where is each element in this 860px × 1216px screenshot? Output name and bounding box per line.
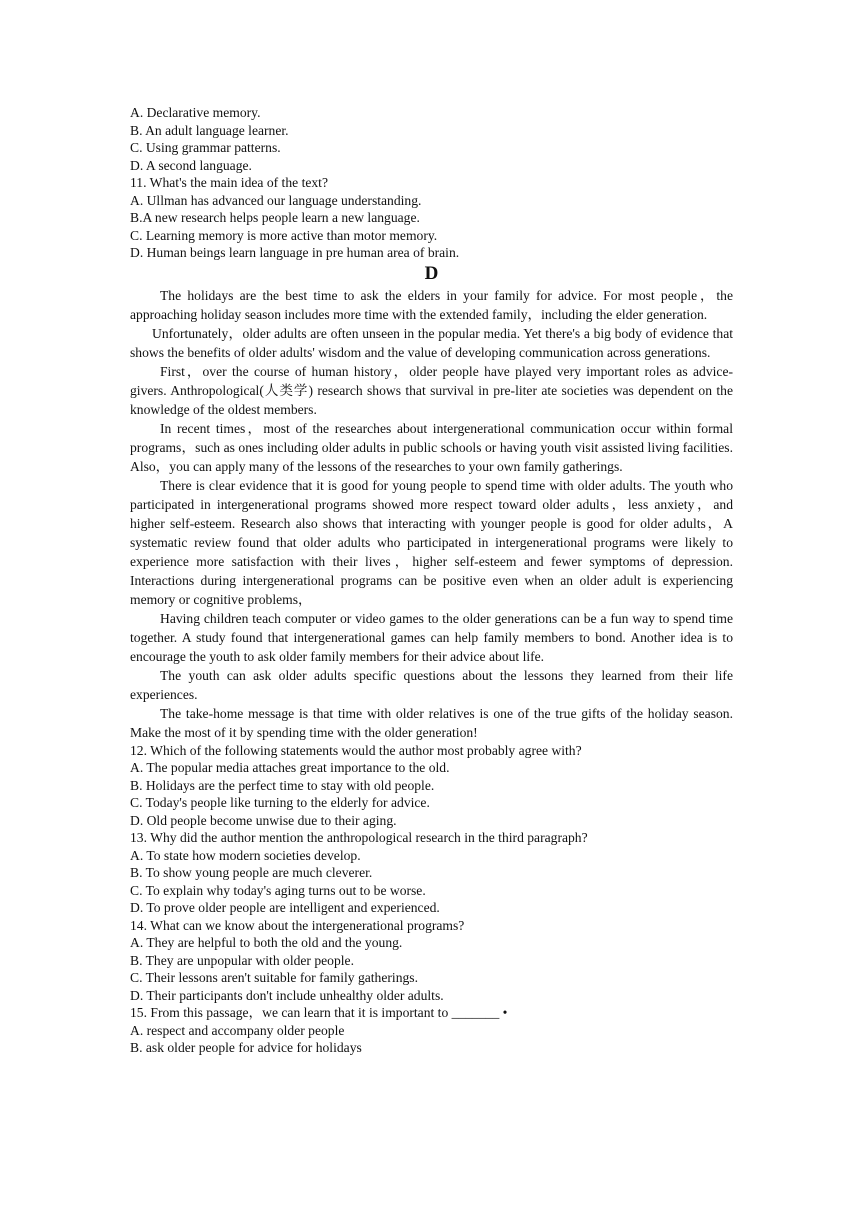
question-14 <box>130 917 733 1005</box>
option-14-b: B. They are unpopular with older people. <box>130 952 354 968</box>
paragraph-3: First，over the course of human history，older people have played very important roles as advice-givers. Anthropological(人类学) research shows that survival in pre-liter ate societies was dependent on the knowledge of the oldest members. <box>130 363 733 417</box>
passage-body <box>130 286 733 742</box>
option-10-b: B. An adult language learner. <box>130 122 289 138</box>
option-12-a: A. The popular media attaches great importance to the old. <box>130 760 450 775</box>
option-15-a: A. respect and accompany older people <box>130 1022 345 1038</box>
question-15 <box>130 1004 733 1057</box>
option-10-d: D. A second language. <box>130 157 252 173</box>
question-13 <box>130 829 733 917</box>
option-14-a: A. They are helpful to both the old and the young. <box>130 935 403 950</box>
passage-title: D <box>424 262 439 284</box>
paragraph-2: Unfortunately，older adults are often unseen in the popular media. Yet there's a big body of evidence that shows the benefits of older adults' wisdom and the value of developing communication across generations. <box>130 325 733 360</box>
option-10-c: C. Using grammar patterns. <box>130 140 281 155</box>
paragraph-6: Having children teach computer or video games to the older generations can be a fun way to spend time together. A study found that intergenerational games can help family members to bond. Another idea is to encourage the youth to ask older family members for their advice about life. <box>130 610 733 664</box>
paragraph-7: The youth can ask older adults specific questions about the lessons they learned from their life experiences. <box>130 667 733 702</box>
question-11-stem: 11. What's the main idea of the text? <box>130 175 328 190</box>
option-10-a: A. Declarative memory. <box>130 105 261 120</box>
question-11 <box>130 174 733 262</box>
question-12-stem: 12. Which of the following statements would the author most probably agree with? <box>130 742 582 758</box>
option-13-d: D. To prove older people are intelligent and experienced. <box>130 900 440 915</box>
paragraph-5: There is clear evidence that it is good for young people to spend time with older adults. The youth who participated in intergenerational programs showed more respect toward older adults，less anxiety，and higher self-esteem. Research also shows that interacting with younger people is good for older adults，A systematic review found that older adults who participated in intergenerational programs were likely to experience more satisfaction with their lives，higher self-esteem and fewer symptoms of depression. Interactions during intergenerational programs can be positive even when an older adult is experiencing memory or cognitive problems， <box>130 477 733 607</box>
option-12-b: B. Holidays are the perfect time to stay with old people. <box>130 777 435 793</box>
option-14-d: D. Their participants don't include unhealthy older adults. <box>130 987 444 1003</box>
option-12-d: D. Old people become unwise due to their aging. <box>130 812 397 828</box>
question-13-stem: 13. Why did the author mention the anthropological research in the third paragraph? <box>130 830 588 845</box>
option-11-b: B.A new research helps people learn a new language. <box>130 210 420 225</box>
option-11-c: C. Learning memory is more active than motor memory. <box>130 227 438 243</box>
option-11-a: A. Ullman has advanced our language understanding. <box>130 192 422 208</box>
option-12-c: C. Today's people like turning to the elderly for advice. <box>130 795 430 810</box>
question-10-options <box>130 104 733 174</box>
paragraph-8: The take-home message is that time with older relatives is one of the true gifts of the holiday season. Make the most of it by spending time with the older generation! <box>130 705 733 740</box>
paragraph-1: The holidays are the best time to ask the elders in your family for advice. For most people，the approaching holiday season includes more time with the extended family，including the elder generation. <box>130 287 733 322</box>
option-13-c: C. To explain why today's aging turns out to be worse. <box>130 882 426 898</box>
option-14-c: C. Their lessons aren't suitable for family gatherings. <box>130 970 418 985</box>
question-15-stem: 15. From this passage，we can learn that it is important to _______ • <box>130 1005 508 1020</box>
question-12 <box>130 742 733 830</box>
option-13-b: B. To show young people are much cleverer. <box>130 865 373 880</box>
option-15-b: B. ask older people for advice for holidays <box>130 1040 362 1055</box>
question-14-stem: 14. What can we know about the intergenerational programs? <box>130 917 465 933</box>
paragraph-4: In recent times，most of the researches about intergenerational communication occur within formal programs，such as ones including older adults in public schools or having youth visit assisted living facilities. Also，you can apply many of the lessons of the researches to your own family gatherings. <box>130 420 733 474</box>
option-13-a: A. To state how modern societies develop. <box>130 847 361 863</box>
document-page <box>130 104 733 1057</box>
option-11-d: D. Human beings learn language in pre human area of brain. <box>130 245 460 260</box>
